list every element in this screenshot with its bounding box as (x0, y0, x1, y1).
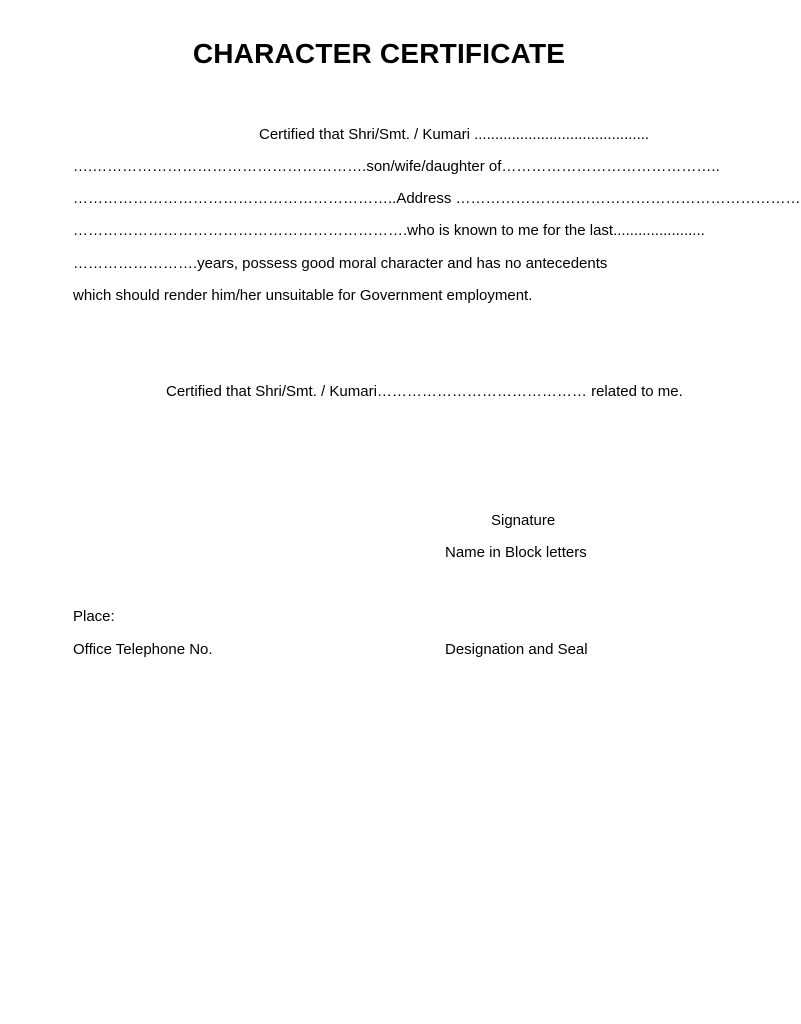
document-title: CHARACTER CERTIFICATE (192, 38, 566, 69)
place-label: Place: (73, 608, 115, 625)
paragraph1-line2: ….……………………………………………….son/wife/daughter of…………………………………….. (73, 158, 720, 175)
name-block-letters-label: Name in Block letters (445, 544, 587, 561)
paragraph1-line1: Certified that Shri/Smt. / Kumari .......................................... (259, 126, 650, 143)
paragraph1-line3: ………………………………………………………..Address …………………………………………………………… (73, 190, 801, 207)
paragraph2-line: Certified that Shri/Smt. / Kumari…………………………………… related to me. (166, 383, 683, 400)
office-telephone-label: Office Telephone No. (73, 641, 213, 658)
paragraph1-line4: ………………………………………………………….who is known to me for the last...................... (73, 222, 705, 239)
signature-label: Signature (491, 512, 556, 529)
designation-seal-label: Designation and Seal (445, 641, 588, 658)
paragraph1-line6: which should render him/her unsuitable for Government employment. (73, 287, 533, 304)
paragraph1-line5: …………………….years, possess good moral character and has no antecedents (73, 255, 608, 272)
